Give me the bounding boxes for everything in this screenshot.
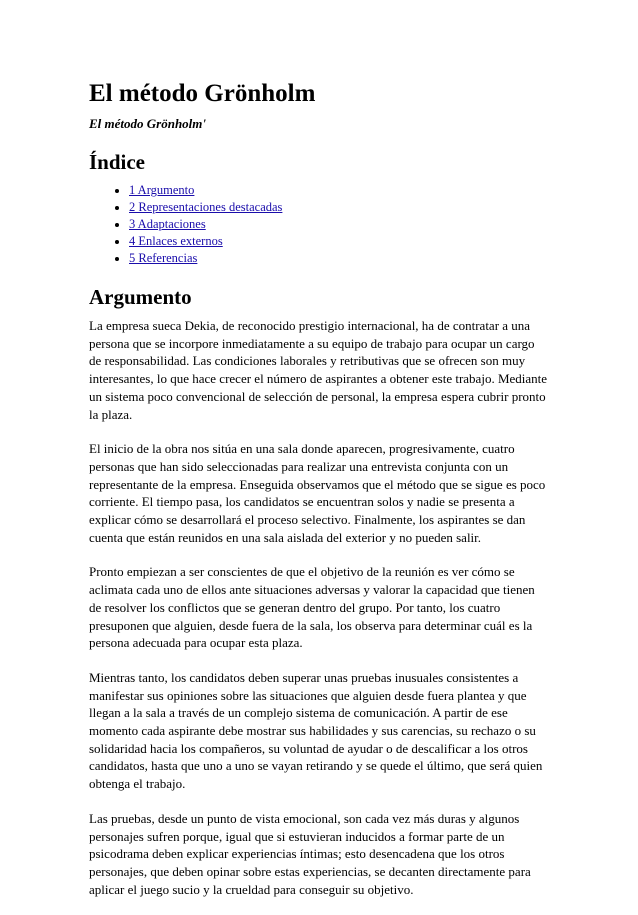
toc-item xyxy=(129,199,549,216)
toc-link-referencias[interactable]: 5 Referencias xyxy=(129,251,198,265)
toc-link-argumento[interactable]: 1 Argumento xyxy=(129,183,195,197)
toc-item xyxy=(129,182,549,199)
paragraph: Pronto empiezan a ser conscientes de que el objetivo de la reunión es ver cómo se aclimata cada uno de ellos ante situaciones adversas y valorar la capacidad que tienen de resolver los conflictos que se generan dentro del grupo. Por tanto, los cuatro presuponen que alguien, desde fuera de la sala, los observa para determinar cuál es la persona adecuada para ocupar esta plaza. xyxy=(89,564,535,651)
paragraph: Las pruebas, desde un punto de vista emocional, son cada vez más duras y algunos personajes sufren porque, igual que si estuvieran inducidos a formar parte de un psicodrama deben explicar experiencias íntimas; esto desencadena que los otros personajes, que deben opinar sobre estas experiencias, se decanten directamente para aplicar el juego sucio y la crueldad para conseguir su objetivo. xyxy=(89,810,531,897)
subtitle: El método Grönholm' xyxy=(89,116,207,131)
section-heading: Argumento xyxy=(89,285,192,309)
paragraph: Mientras tanto, los candidatos deben superar unas pruebas inusuales consistentes a manifestar sus opiniones sobre las situaciones que alguien desde fuera plantea y que llegan a la sala a través de un complejo sistema de comunicación. A partir de ese momento cada aspirante debe mostrar sus habilidades y sus carencias, su rechazo o su solidaridad hacia los compañeros, su voluntad de ayudar o de descalificar a los otros candidatos, hasta que uno a uno se vayan retirando y se quede el último, que será quien obtenga el trabajo. xyxy=(89,669,543,792)
toc-heading: Índice xyxy=(89,150,146,174)
page-title: El método Grönholm xyxy=(89,80,316,107)
toc-item xyxy=(129,250,549,267)
toc-item xyxy=(129,216,549,233)
toc-link-representaciones[interactable]: 2 Representaciones destacadas xyxy=(129,200,283,214)
toc-item xyxy=(129,233,549,250)
toc-link-adaptaciones[interactable]: 3 Adaptaciones xyxy=(129,217,206,231)
toc-link-enlaces[interactable]: 4 Enlaces externos xyxy=(129,234,223,248)
table-of-contents xyxy=(89,182,549,267)
paragraph: La empresa sueca Dekia, de reconocido prestigio internacional, ha de contratar a una persona que se incorpore inmediatamente a su equipo de trabajo para ocupar un cargo de responsabilidad. Las condiciones laborales y retributivas que se ofrecen son muy interesantes, lo que hace crecer el número de aspirantes a obtener este trabajo. Mediante un sistema poco convencional de selección de personal, la empresa espera cubrir pronto la plaza. xyxy=(89,318,548,422)
article-content xyxy=(89,80,549,915)
paragraph: El inicio de la obra nos sitúa en una sala donde aparecen, progresivamente, cuatro personas que han sido seleccionadas para realizar una entrevista conjunta con un representante de la empresa. Enseguida observamos que el método que se sigue es poco corriente. El tiempo pasa, los candidatos se encuentran solos y nadie se presenta a explicar cómo se desarrollará el proceso selectivo. Finalmente, los aspirantes se dan cuenta que están reunidos en una sala aislada del exterior y no pueden salir. xyxy=(89,441,546,545)
